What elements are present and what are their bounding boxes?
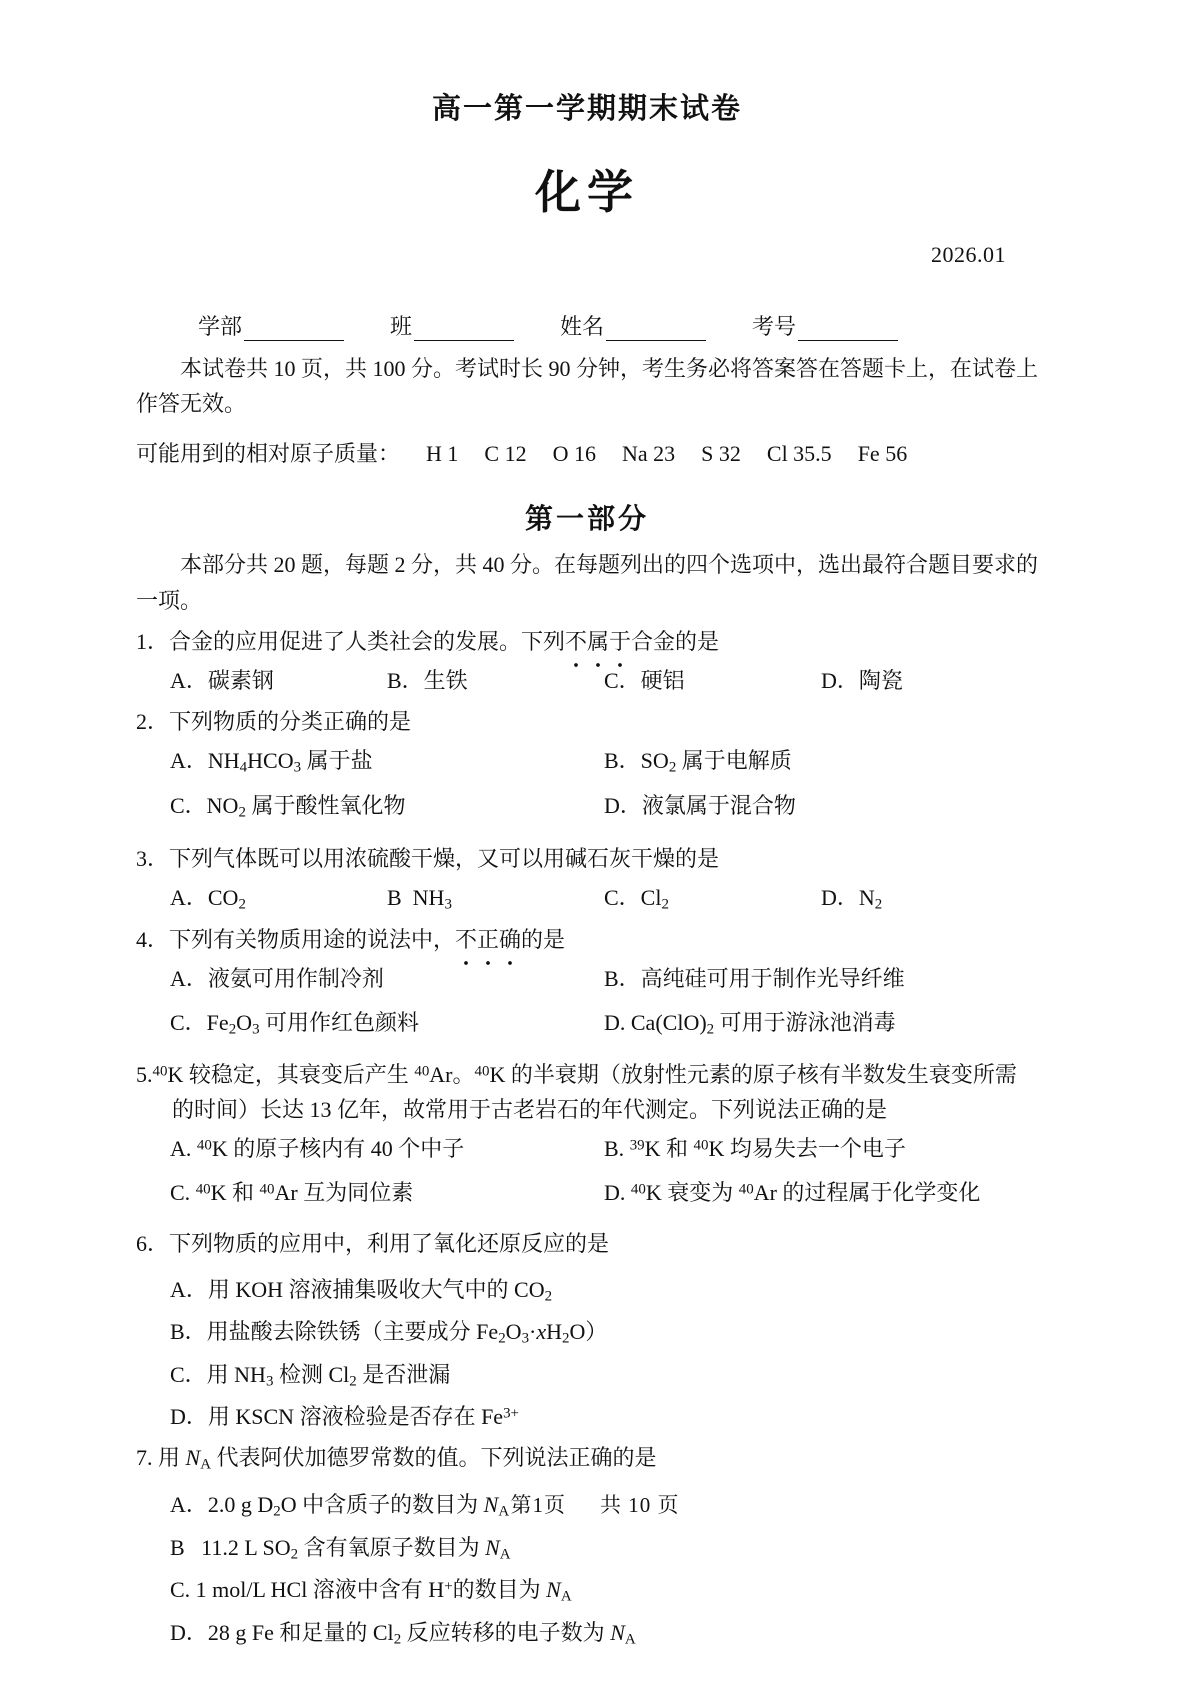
atomic-mass-label: 可能用到的相对原子质量： [136,440,401,466]
question-1-stem-pre: 合金的应用促进了人类社会的发展。下列 [169,629,566,655]
question-4-stem-post: 的是 [521,927,566,953]
atomic-mass-o: O 16 [552,440,596,466]
question-5-stem: 5.40K 较稳定，其衰变后产生 $^{40}$Ar。$^{40}$K 的半衰期（放射性元素的原子核有半数发生衰变所需的时间）长达 13 亿年，故常用于古老岩石的年代测定。下列说法正确的是 [136,1062,1017,1123]
atomic-mass-s: S 32 [701,440,741,466]
question-6 [136,1227,1038,1434]
identity-fields [136,310,1038,341]
question-6-option-c[interactable]: C．用 $NH_3$ 检测 $Cl_2$ 是否泄漏 [170,1361,451,1389]
atomic-mass-fe: Fe 56 [857,440,908,466]
question-1-option-c[interactable]: C．硬铝 [604,668,685,694]
question-5-options [136,1132,1038,1220]
question-4-option-c[interactable]: C．$Fe_2O_3$ 可用作红色颜料 [170,1009,420,1038]
question-1-stem [136,625,1038,660]
question-3-option-a[interactable]: A．$CO_2$ [170,884,246,912]
subject-title: 化学 [535,166,639,218]
question-3-stem [136,842,1038,877]
question-6-stem-text: 下列物质的应用中，利用了氧化还原反应的是 [169,1231,610,1257]
question-3-option-b[interactable]: B $NH_3$ [387,884,452,912]
question-5-option-a[interactable]: A. $^{40}$K 的原子核内有 40 个中子 [170,1135,465,1161]
atomic-mass-line [136,436,1038,471]
question-5-option-d[interactable]: D. $^{40}$K 衰变为 $^{40}$Ar 的过程属于化学变化 [604,1179,981,1205]
question-6-options [136,1266,1038,1434]
part-one-title: 第一部分 [524,504,649,536]
question-2-option-a[interactable]: A．$NH_4HCO_3$ 属于盐 [170,747,373,776]
identity-field-exam-number [752,310,898,341]
question-2-options [136,744,1038,835]
question-2-number: 2． [136,709,170,735]
question-1-option-d[interactable]: D．陶瓷 [821,668,903,694]
question-3-number: 3． [136,845,170,871]
identity-field-department [198,310,344,341]
question-4-option-b[interactable]: B．高纯硅可用于制作光导纤维 [604,965,905,991]
page-body [136,0,1038,1651]
question-1-option-b[interactable]: B．生铁 [387,668,468,694]
question-1-stem-post: 合金的是 [631,629,720,655]
page-title: 高一第一学期期末试卷 [431,93,742,125]
question-5 [136,1058,1038,1220]
question-3-stem-text: 下列气体既可以用浓硫酸干燥，又可以用碱石灰干燥的是 [169,845,720,871]
question-4-stem-emphasis: 不正确 [455,923,521,958]
question-2-stem [136,705,1038,740]
question-7-option-d[interactable]: D．28 g Fe 和足量的 $Cl_2$ 反应转移的电子数为 $N_A$ [170,1619,636,1647]
identity-label-class: 班 [390,313,413,339]
question-6-option-b[interactable]: B．用盐酸去除铁锈（主要成分 $Fe_2O_3\cdot xH_2O$） [170,1319,608,1347]
footer-page-total: 共 10 页 [600,1493,680,1517]
question-1-number: 1． [136,629,170,655]
identity-field-class [390,310,514,341]
general-instruction: 本试卷共 10 页，共 100 分。考试时长 90 分钟，考生务必将答案答在答题卡上，在试卷上作答无效。 [136,355,1039,417]
identity-label-department: 学部 [198,313,243,339]
identity-blank-class[interactable] [414,323,514,341]
question-1-stem-emphasis: 不属于 [565,625,631,660]
question-1-options [136,664,1038,698]
identity-blank-name[interactable] [606,323,706,341]
question-4-stem [136,923,1038,958]
question-7-option-a[interactable]: A．2.0 g $D_2O$ 中含质子的数目为 $N_A$ [170,1492,510,1520]
question-4-option-a[interactable]: A．液氨可用作制冷剂 [170,965,384,991]
question-6-option-d[interactable]: D．用 KSCN 溶液检验是否存在 $Fe^{3+}$ [170,1404,519,1430]
question-7-option-c[interactable]: C. 1 mol/L HCl 溶液中含有 H+的数目为 $N_A$ [170,1577,572,1605]
question-1-option-a[interactable]: A．碳素钢 [170,668,274,694]
question-4 [136,923,1038,1051]
question-4-option-d[interactable]: D. $Ca(ClO)_2$ 可用于游泳池消毒 [604,1009,896,1038]
identity-blank-department[interactable] [244,323,344,341]
question-3 [136,842,1038,916]
question-4-number: 4． [136,927,170,953]
question-2-stem-text: 下列物质的分类正确的是 [169,709,412,735]
question-5-option-b[interactable]: B. $^{39}$K 和 $^{40}$K 均易失去一个电子 [604,1135,906,1161]
question-7 [136,1441,1038,1651]
footer-page-current: 第1页 [510,1493,566,1517]
atomic-mass-c: C 12 [484,440,527,466]
question-2-option-d[interactable]: D．液氯属于混合物 [604,793,796,819]
question-3-options [136,881,1038,916]
question-4-options [136,962,1038,1052]
question-6-stem [136,1227,1038,1262]
question-3-option-d[interactable]: D．$N_2$ [821,884,883,912]
atomic-mass-cl: Cl 35.5 [766,440,832,466]
question-5-option-c[interactable]: C. $^{40}$K 和 $^{40}$Ar 互为同位素 [170,1179,414,1205]
question-7-option-b[interactable]: B 11.2 L $SO_2$ 含有氧原子数目为 $N_A$ [170,1534,511,1562]
part-one-instruction: 本部分共 20 题，每题 2 分，共 40 分。在每题列出的四个选项中，选出最符合题目要求的一项。 [136,552,1039,613]
question-2 [136,705,1038,835]
question-6-option-a[interactable]: A．用 KOH 溶液捕集吸收大气中的 $CO_2$ [170,1276,553,1305]
identity-label-exam-number: 考号 [752,313,797,339]
question-4-stem-pre: 下列有关物质用途的说法中， [169,927,456,953]
atomic-mass-na: Na 23 [621,440,676,466]
question-7-stem: 7. 用 $N_A$ 代表阿伏加德罗常数的值。下列说法正确的是 [136,1445,657,1473]
question-6-number: 6． [136,1231,170,1257]
identity-blank-exam-number[interactable] [798,323,898,341]
identity-label-name: 姓名 [560,313,605,339]
exam-date: 2026.01 [931,241,1006,267]
question-3-option-c[interactable]: C．$Cl_2$ [604,884,669,912]
question-2-option-c[interactable]: C．$NO_2$ 属于酸性氧化物 [170,793,406,821]
question-2-option-b[interactable]: B．$SO_2$ 属于电解质 [604,747,792,776]
atomic-mass-h: H 1 [426,440,459,466]
page-footer [0,1489,1190,1519]
question-1 [136,625,1038,698]
identity-field-name [560,310,706,341]
